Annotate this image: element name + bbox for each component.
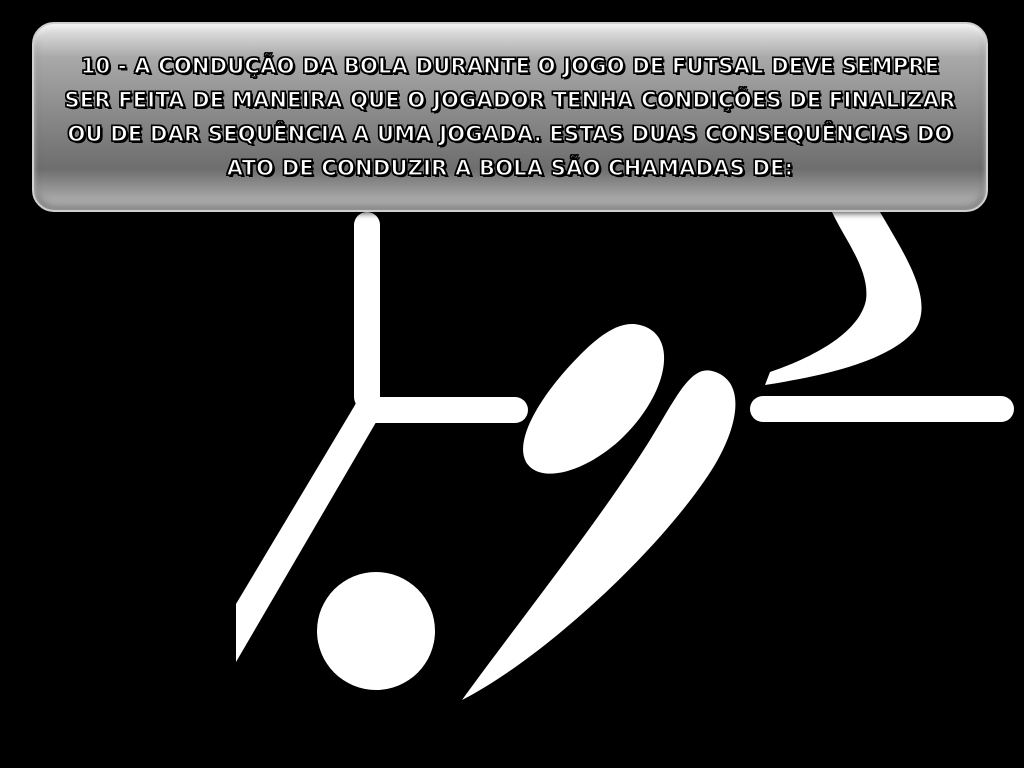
- player-upper-arm-curve: [765, 212, 922, 385]
- player-right-arm-line: [750, 396, 1014, 422]
- player-arm-line: [354, 397, 528, 423]
- ball-icon: [317, 572, 435, 690]
- player-torso-line: [354, 212, 380, 410]
- question-box: [32, 22, 988, 212]
- question-text: 10 - A CONDUÇÃO DA BOLA DURANTE O JOGO DE FUTSAL DEVE SEMPRE SER FEITA DE MANEIRA QUE O JOGADOR TENHA CONDIÇÕES DE FINALIZAR OU DE DAR SEQUÊNCIA A UMA JOGADA. ESTAS DUAS CONSEQUÊNCIAS DO ATO DE CONDUZIR A BOLA SÃO CHAMADAS DE:: [64, 54, 956, 180]
